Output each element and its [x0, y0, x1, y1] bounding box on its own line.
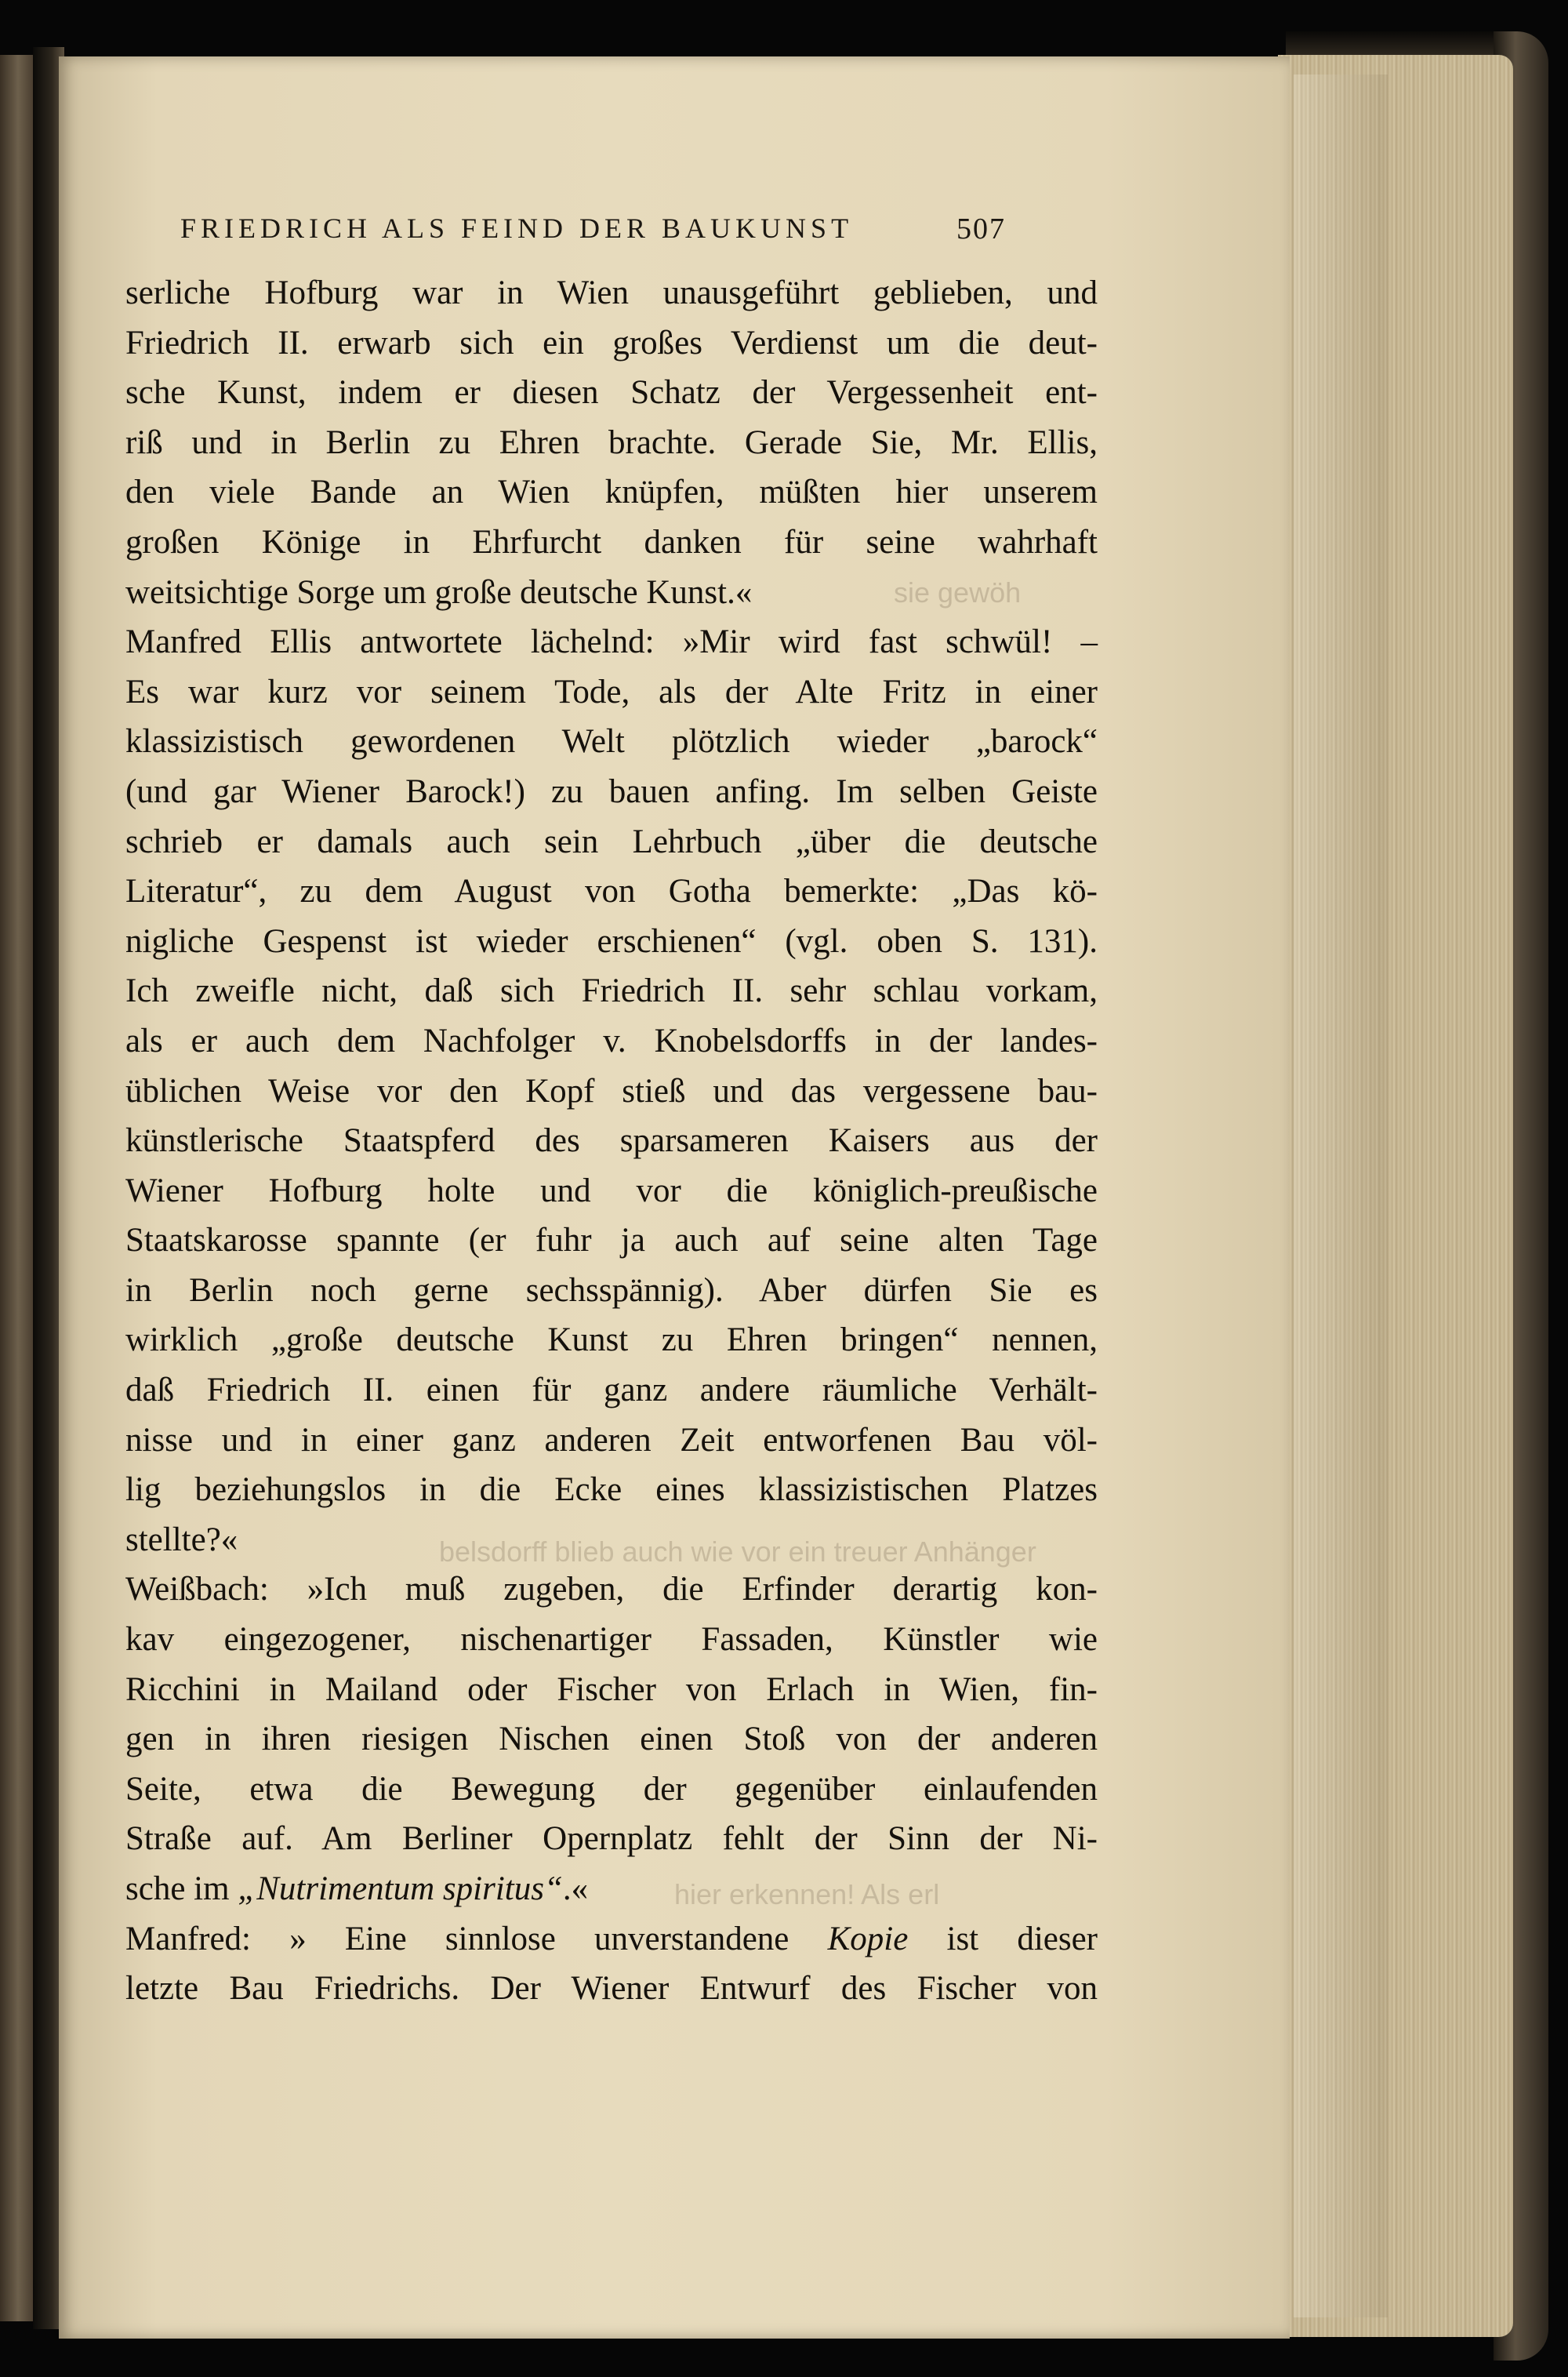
text-segment: ist dieser — [908, 1920, 1098, 1957]
text-line: schrieb er damals auch sein Lehrbuch „über die deutsche — [125, 823, 1098, 860]
text-line: riß und in Berlin zu Ehren brachte. Gerade Sie, Mr. Ellis, — [125, 423, 1098, 461]
text-line: klassizistisch gewordenen Welt plötzlich wieder „barock“ — [125, 723, 1098, 761]
text-line: (und gar Wiener Barock!) zu bauen anfing. Im selben Geiste — [125, 772, 1098, 810]
text-line: Wiener Hofburg holte und vor die königlich-preußische — [125, 1172, 1098, 1209]
text-line: letzte Bau Friedrichs. Der Wiener Entwurf des Fischer von — [125, 1970, 1098, 2008]
text-line: Literatur“, zu dem August von Gotha bemerkte: „Das kö- — [125, 873, 1098, 910]
show-through-text: sie gewöh — [894, 576, 1022, 609]
text-line: nigliche Gespenst ist wieder erschienen“ (vgl. oben S. 131). — [125, 922, 1098, 960]
text-line: Manfred Ellis antwortete lächelnd: »Mir wird fast schwül! – — [125, 623, 1098, 661]
text-line: nisse und in einer ganz anderen Zeit entworfenen Bau völ- — [125, 1421, 1098, 1459]
text-line: kav eingezogener, nischenartiger Fassaden, Künstler wie — [125, 1621, 1098, 1659]
show-through-text: hier erkennen! Als erl — [674, 1878, 940, 1910]
text-line: Seite, etwa die Bewegung der gegenüber einlaufenden — [125, 1770, 1098, 1808]
text-line: großen Könige in Ehrfurcht danken für seine wahrhaft — [125, 523, 1098, 561]
text-line: serliche Hofburg war in Wien unausgeführt geblieben, und — [125, 274, 1098, 311]
text-line — [125, 1914, 1098, 1964]
text-line: als er auch dem Nachfolger v. Knobelsdorffs in der landes- — [125, 1022, 1098, 1059]
running-header — [180, 212, 1043, 259]
text-line: Staatskarosse spannte (er fuhr ja auch auf seine alten Tage — [125, 1222, 1098, 1259]
text-line: künstlerische Staatspferd des sparsameren Kaisers aus der — [125, 1122, 1098, 1160]
text-line: Straße auf. Am Berliner Opernplatz fehlt der Sinn der Ni- — [125, 1820, 1098, 1858]
text-line: Ricchini in Mailand oder Fischer von Erlach in Wien, fin- — [125, 1670, 1098, 1708]
italic-phrase: „Nutrimentum spiritus“ — [238, 1870, 563, 1907]
text-line: gen in ihren riesigen Nischen einen Stoß von der anderen — [125, 1721, 1098, 1758]
page-block-highlight — [1294, 75, 1388, 2317]
previous-page-edge — [0, 55, 33, 2321]
text-line: Friedrich II. erwarb sich ein großes Verdienst um die deut- — [125, 324, 1098, 362]
text-line: sche Kunst, indem er diesen Schatz der Vergessenheit ent- — [125, 374, 1098, 412]
text-line: in Berlin noch gerne sechsspännig). Aber dürfen Sie es — [125, 1271, 1098, 1309]
text-line: wirklich „große deutsche Kunst zu Ehren bringen“ nennen, — [125, 1321, 1098, 1359]
text-line: den viele Bande an Wien knüpfen, müßten hier unserem — [125, 474, 1098, 511]
text-line: üblichen Weise vor den Kopf stieß und das vergessene bau- — [125, 1072, 1098, 1110]
running-title: FRIEDRICH ALS FEIND DER BAUKUNST — [180, 213, 854, 244]
text-segment: sche im — [125, 1870, 238, 1907]
page-number: 507 — [956, 213, 1006, 245]
text-line: daß Friedrich II. einen für ganz andere räumliche Verhält- — [125, 1372, 1098, 1409]
text-line: Es war kurz vor seinem Tode, als der Alte Fritz in einer — [125, 673, 1098, 711]
italic-word: Kopie — [827, 1920, 909, 1957]
text-segment: Manfred: » Eine sinnlose unverstandene — [125, 1920, 828, 1957]
text-line: stellte?« — [125, 1521, 238, 1558]
body-text — [125, 268, 1098, 2014]
text-line — [125, 1864, 1098, 1914]
text-line: lig beziehungslos in die Ecke eines klassizistischen Platzes — [125, 1471, 1098, 1509]
text-line: Weißbach: »Ich muß zugeben, die Erfinder derartig kon- — [125, 1571, 1098, 1608]
text-segment: .« — [562, 1870, 589, 1907]
text-line: weitsichtige Sorge um große deutsche Kunst.« — [125, 573, 753, 611]
show-through-text: belsdorff blieb auch wie vor ein treuer Anhänger — [439, 1536, 1036, 1568]
text-line: Ich zweifle nicht, daß sich Friedrich II. sehr schlau vorkam, — [125, 972, 1098, 1010]
